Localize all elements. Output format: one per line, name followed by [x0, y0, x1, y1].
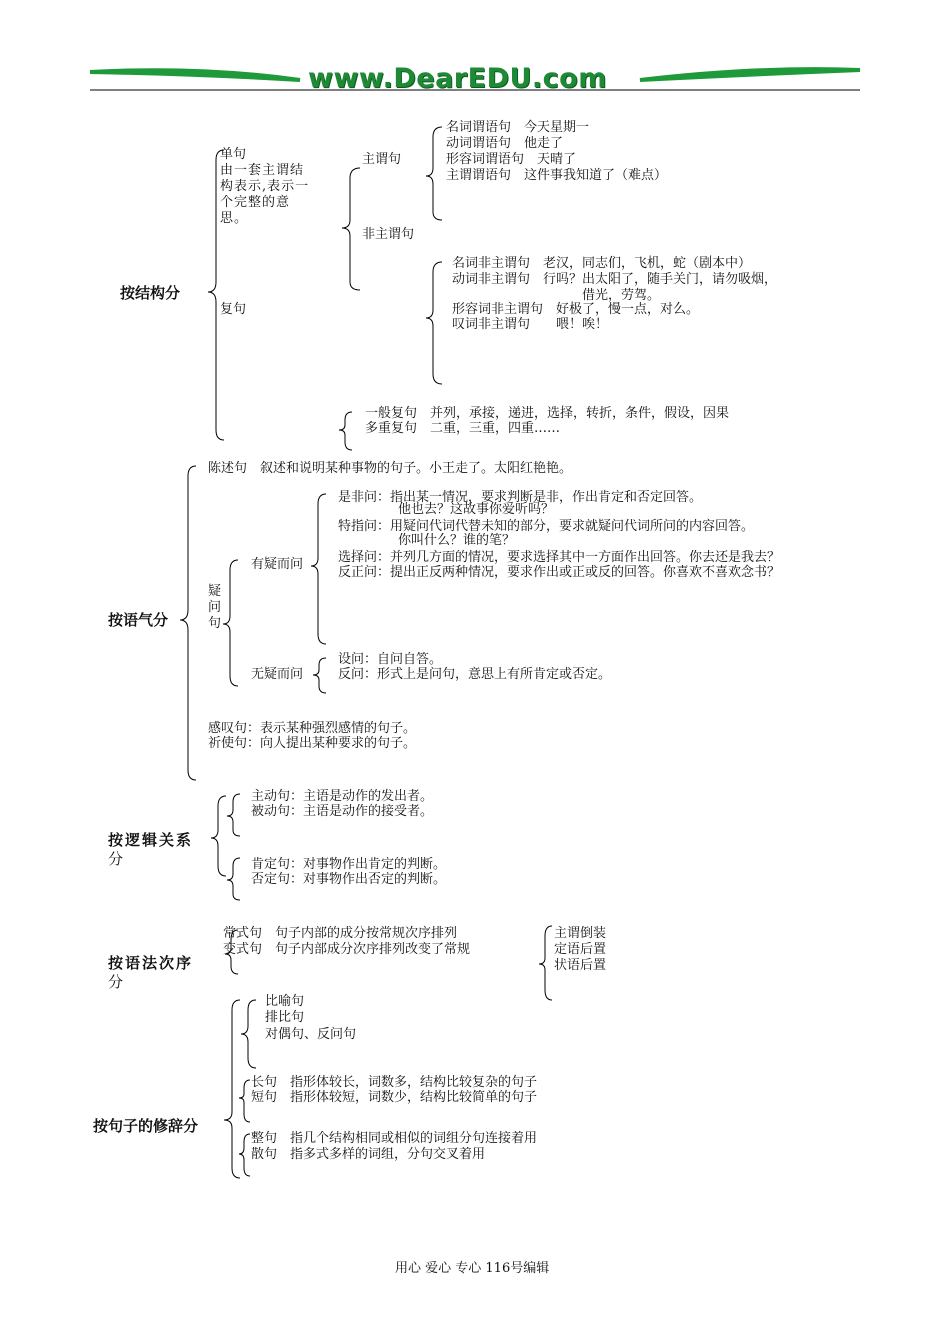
list-item: 叹词非主谓句 喂！唉！ [452, 317, 609, 332]
list-item: 定语后置 [554, 942, 607, 957]
list-item: 常式句 句子内部的成分按常规次序排列 [223, 926, 458, 941]
section-title-structure: 按结构分 [120, 284, 181, 302]
non-subj-pred-label: 非主谓句 [362, 227, 415, 242]
list-item: 否定句：对事物作出否定的判断。 [251, 872, 447, 887]
list-item: 借光，劳驾。 [582, 288, 661, 303]
inversion-brace [539, 926, 552, 1000]
complex-sentence-label: 复句 [220, 302, 247, 317]
list-item: 一般复句 并列，承接，递进，选择，转折，条件，假设，因果 [365, 406, 730, 421]
rhetoric-brace [224, 1000, 240, 1178]
list-item: 短句 指形体较短，词数少，结构比较简单的句子 [251, 1090, 538, 1105]
mood-brace [180, 466, 196, 780]
rhetoric-c-brace [239, 1134, 250, 1176]
section-title-mood: 按语气分 [108, 611, 169, 629]
list-item: 主谓倒装 [554, 926, 607, 941]
list-item: 散句 指多式多样的词组，分句交叉着用 [251, 1147, 486, 1162]
list-item: 是非问：指出某一情况，要求判断是非，作出肯定和否定回答。 [338, 490, 703, 505]
site-logo[interactable]: www.DearEDU.com [308, 63, 607, 94]
list-item: 你叫什么？谁的笔？ [398, 533, 516, 548]
list-item: 肯定句：对事物作出肯定的判断。 [251, 857, 447, 872]
list-item: 主谓谓语句 这件事我知道了（难点） [446, 168, 668, 183]
logic-a-brace [227, 794, 240, 836]
page-footer: 用心 爱心 专心 116号编辑 [395, 1261, 550, 1276]
list-item: 形容词谓语句 天晴了 [446, 152, 577, 167]
imperative-sentence: 祈使句：向人提出某种要求的句子。 [208, 736, 417, 751]
subj-pred-brace [342, 168, 360, 290]
list-item: 选择问：并列几方面的情况，要求选择其中一方面作出回答。你去还是我去？ [338, 550, 781, 565]
declarative-sentence: 陈述句 叙述和说明某种事物的句子。小王走了。太阳红艳艳。 [208, 461, 573, 476]
list-item: 特指问：用疑问代词代替未知的部分，要求就疑问代词所问的内容回答。 [338, 519, 755, 534]
simple-sentence-label: 单句 [220, 147, 247, 162]
list-item: 动词谓语句 他走了 [446, 136, 564, 151]
subj-pred-label: 主谓句 [362, 152, 402, 167]
rhetoric-a-brace [241, 1000, 256, 1068]
doubt-question-label: 有疑而问 [251, 557, 304, 572]
logic-b-brace [227, 858, 240, 900]
section-title-order: 按语法次序 [108, 954, 194, 972]
list-item: 他也去？这故事你爱听吗？ [398, 502, 555, 517]
list-item: 动词非主谓句 行吗？出太阳了，随手关门，请勿吸烟， [452, 272, 778, 287]
list-item: 反正问：提出正反两种情况，要求作出或正或反的回答。你喜欢不喜欢念书？ [338, 565, 781, 580]
section-title-logic-cont: 分 [108, 850, 124, 868]
list-item: 变式句 句子内部成分次序排列改变了常规 [223, 942, 471, 957]
logic-brace [211, 796, 226, 876]
section-title-order-cont: 分 [108, 973, 124, 991]
list-item: 比喻句 [265, 994, 305, 1009]
list-item: 形容词非主谓句 好极了，慢一点，对么。 [452, 302, 700, 317]
interrogative-brace [223, 560, 238, 686]
complex-items-brace [339, 412, 352, 450]
list-item: 长句 指形体较长，词数多，结构比较复杂的句子 [251, 1075, 538, 1090]
list-item: 名词谓语句 今天星期一 [446, 120, 590, 135]
interrogative-label: 疑问句 [208, 584, 222, 631]
section-title-rhetoric: 按句子的修辞分 [93, 1117, 199, 1135]
list-item: 反问：形式上是问句，意思上有所肯定或否定。 [338, 667, 612, 682]
nsp-items-brace [426, 262, 442, 384]
exclamatory-sentence: 感叹句：表示某种强烈感情的句子。 [208, 721, 417, 736]
section-title-logic: 按逻辑关系 [108, 831, 194, 849]
list-item: 状语后置 [554, 958, 607, 973]
no-doubt-brace [313, 658, 326, 693]
sp-items-brace [426, 127, 442, 220]
list-item: 设问：自问自答。 [338, 652, 443, 667]
no-doubt-question-label: 无疑而问 [251, 667, 304, 682]
rhetoric-b-brace [239, 1080, 250, 1122]
list-item: 名词非主谓句 老汉，同志们，飞机，蛇（剧本中） [452, 256, 752, 271]
list-item: 被动句：主语是动作的接受者。 [251, 804, 434, 819]
list-item: 整句 指几个结构相同或相似的词组分句连接着用 [251, 1131, 538, 1146]
list-item: 主动句：主语是动作的发出者。 [251, 789, 434, 804]
simple-sentence-desc: 由一套主谓结构表示,表示一个完整的意思。 [220, 163, 310, 226]
doubt-items-brace [311, 494, 326, 644]
list-item: 对偶句、反问句 [265, 1027, 357, 1042]
list-item: 排比句 [265, 1010, 305, 1025]
list-item: 多重复句 二重，三重，四重…… [365, 421, 561, 436]
